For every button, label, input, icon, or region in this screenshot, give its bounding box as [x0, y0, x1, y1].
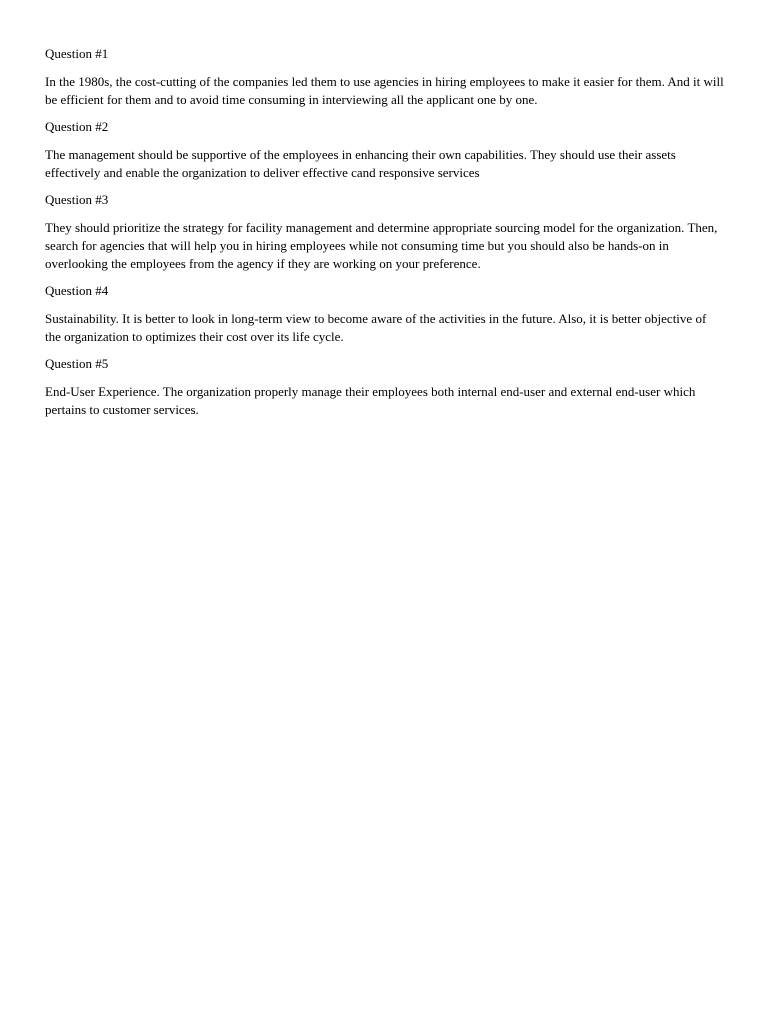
question-section-1: [45, 45, 725, 109]
document-body: [45, 45, 725, 428]
question-heading: Question #2: [45, 119, 109, 134]
question-section-4: [45, 282, 725, 346]
question-heading: Question #5: [45, 356, 109, 371]
question-heading: Question #4: [45, 283, 109, 298]
answer-paragraph: End-User Experience. The organization properly manage their employees both internal end-user and external end-user which pertains to customer services.: [45, 384, 696, 417]
question-section-2: [45, 118, 725, 182]
question-heading: Question #1: [45, 46, 109, 61]
answer-paragraph: They should prioritize the strategy for facility management and determine appropriate sourcing model for the organization. Then, search for agencies that will help you in hiring employees while not consuming time but you should also be hands-on in overlooking the employees from the agency if they are working on your preference.: [45, 220, 718, 271]
answer-paragraph: In the 1980s, the cost-cutting of the companies led them to use agencies in hiring employees to make it easier for them. And it will be efficient for them and to avoid time consuming in interviewing all the applicant one by one.: [45, 74, 724, 107]
answer-paragraph: Sustainability. It is better to look in long-term view to become aware of the activities in the future. Also, it is better objective of the organization to optimizes their cost over its life cycle.: [45, 311, 707, 344]
answer-paragraph: The management should be supportive of the employees in enhancing their own capabilities. They should use their assets effectively and enable the organization to deliver effective cand responsive services: [45, 147, 676, 180]
question-section-3: [45, 191, 725, 273]
question-heading: Question #3: [45, 192, 109, 207]
question-section-5: [45, 355, 725, 419]
